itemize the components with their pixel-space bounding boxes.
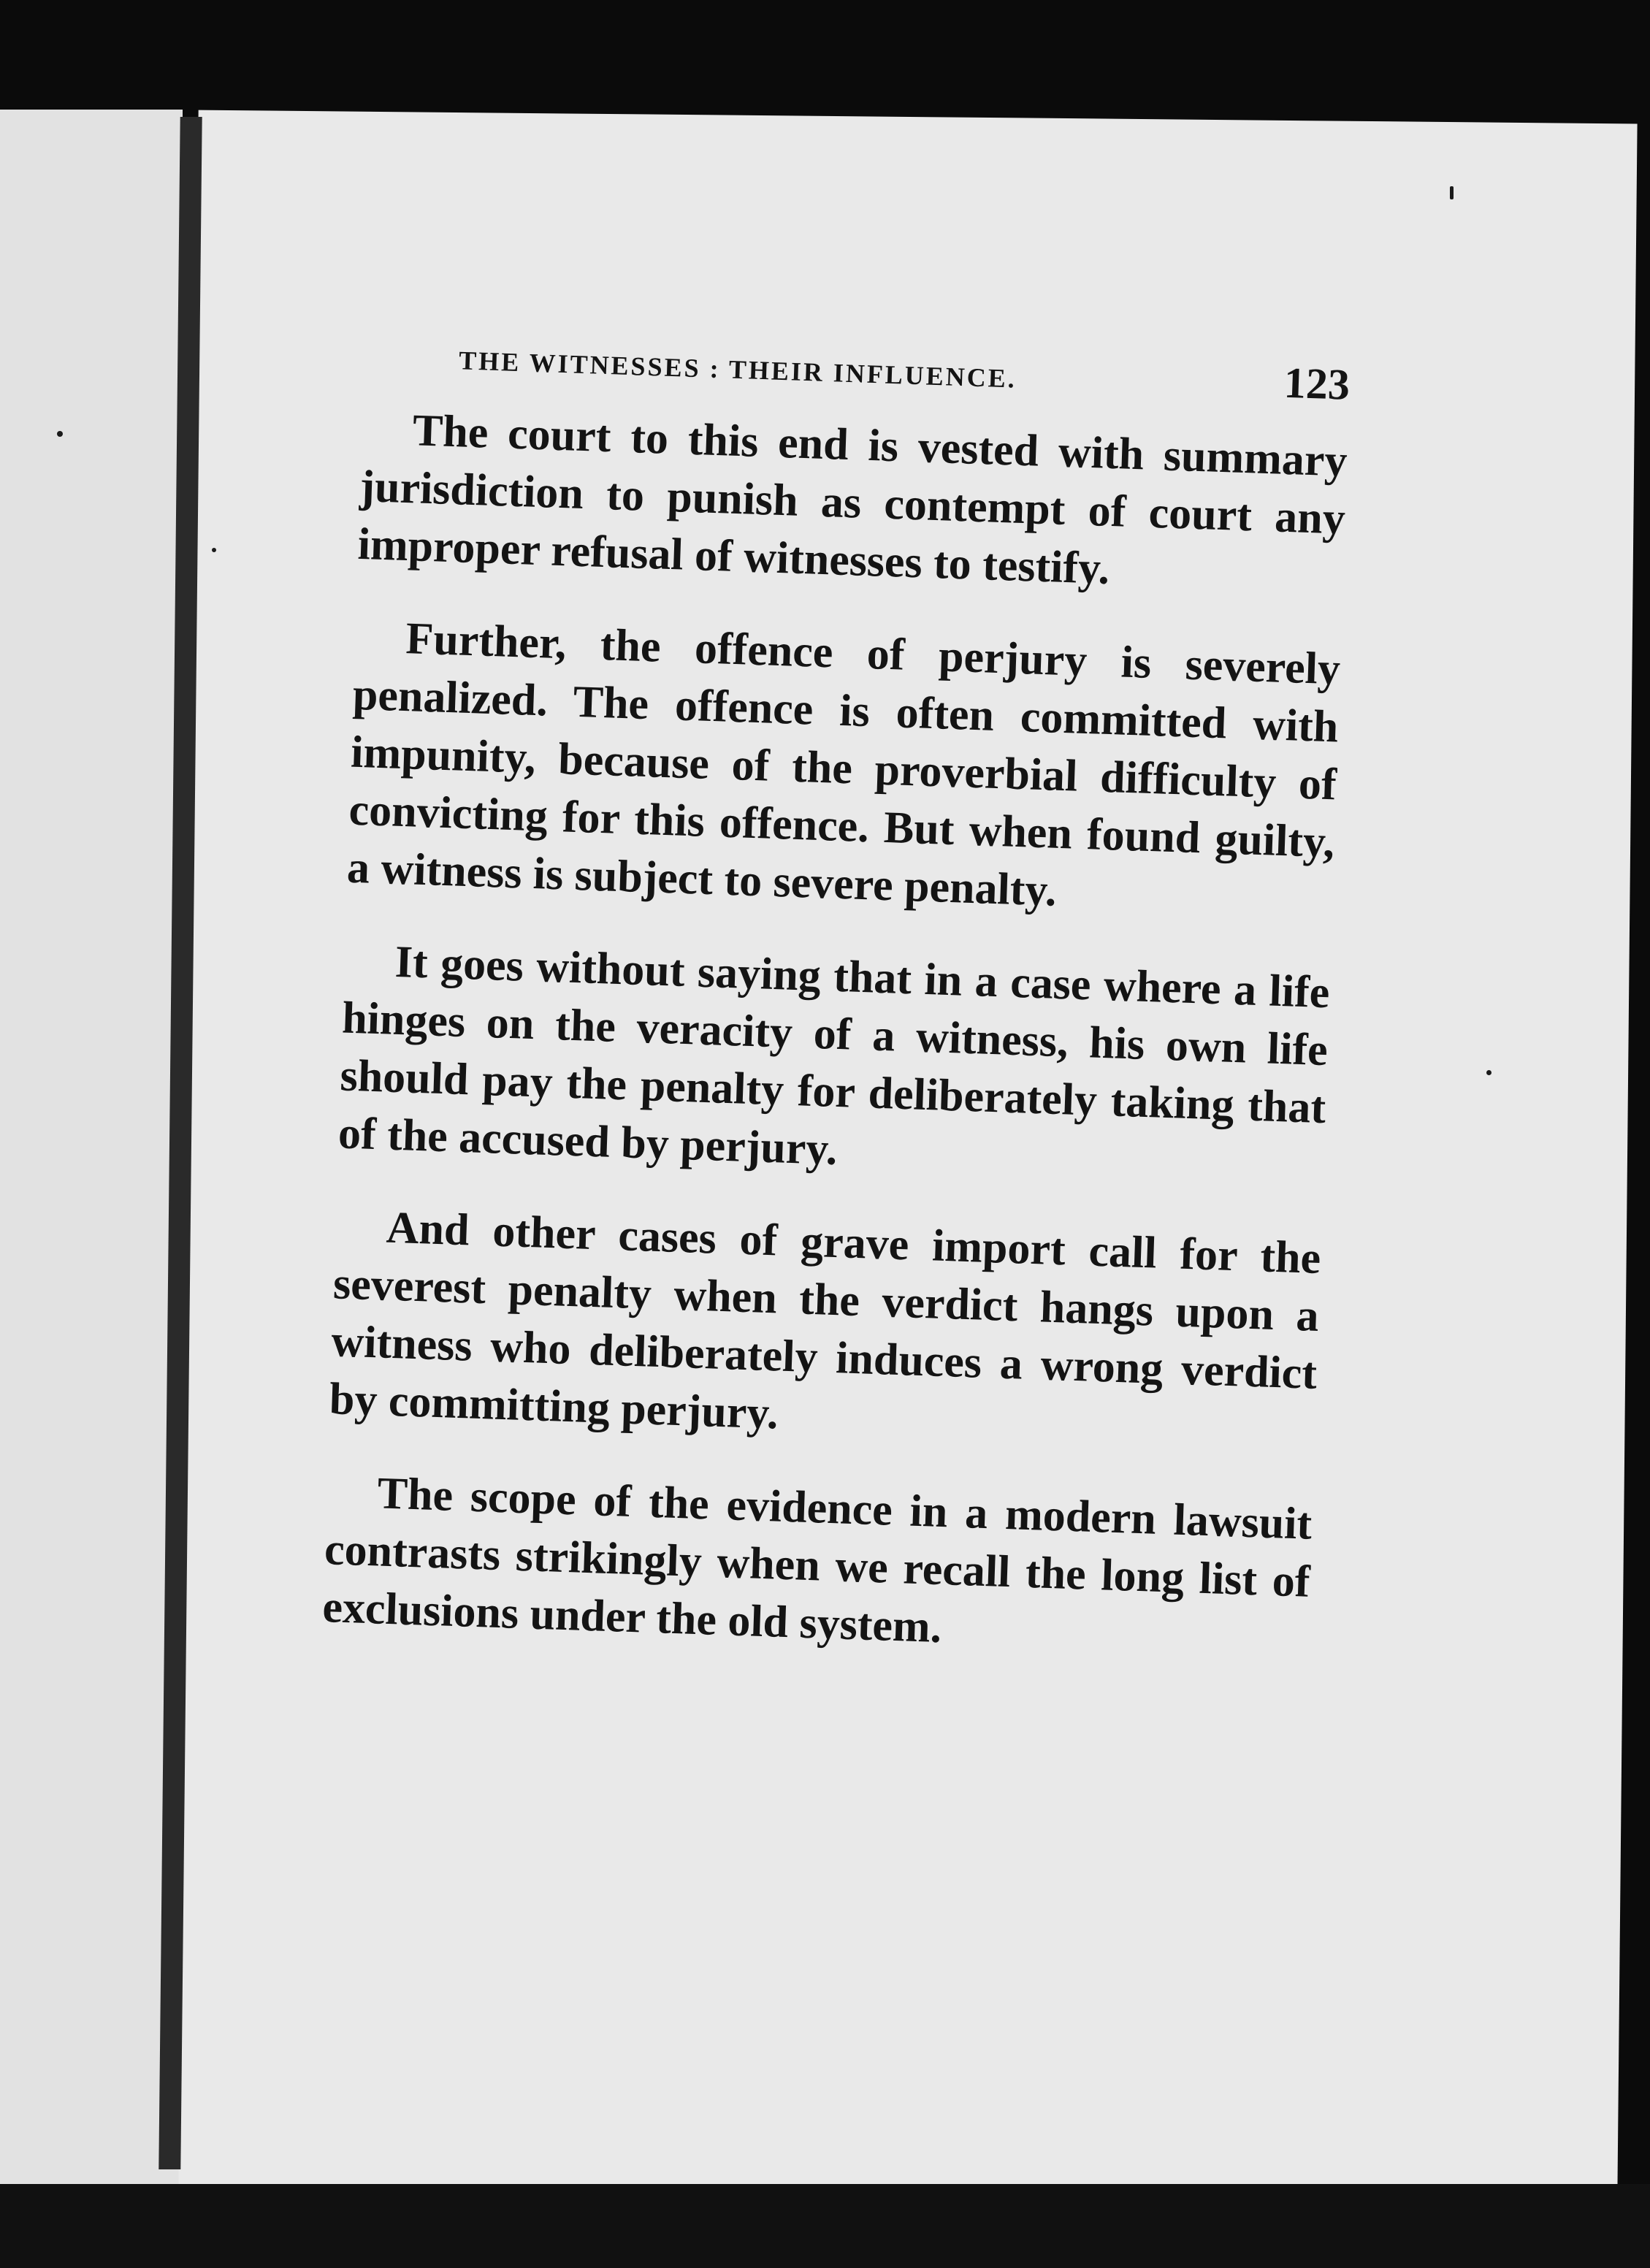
scan-background-bottom xyxy=(0,2184,1650,2268)
paragraph: The court to this end is vested with summary jurisdiction to punish as contempt of court any improper refusal of witnesses to testify. xyxy=(356,405,1348,594)
paragraph: The scope of the evidence in a modern lawsuit contrasts strikingly when we recall the long list of exclusions under the old system. xyxy=(321,1468,1313,1653)
dust-speck xyxy=(212,548,216,552)
dust-speck xyxy=(57,431,63,437)
left-page-edge xyxy=(0,110,183,2213)
dust-speck xyxy=(1486,1070,1492,1075)
page-text xyxy=(321,321,1351,1704)
page-number: 123 xyxy=(1283,358,1351,409)
dust-speck xyxy=(1450,186,1454,199)
paragraph: And other cases of grave import call for the severest penalty when the verdict hangs upon a witness who deliberately induces a wrong verdict by committing perjury. xyxy=(328,1202,1322,1439)
paragraph: Further, the offence of perjury is severely penalized. The offence is often committed with impunity, because of the proverbial difficulty of convicting for this offence. But when found guilty, a witness is subject to severe penalty. xyxy=(346,614,1342,916)
running-title: THE WITNESSES : THEIR INFLUENCE. xyxy=(458,345,1017,394)
body-text xyxy=(321,400,1348,1669)
paragraph: It goes without saying that in a case where a life hinges on the veracity of a witness, his own life should pay the penalty for deliberately taking that of the accused by perjury. xyxy=(337,936,1331,1175)
